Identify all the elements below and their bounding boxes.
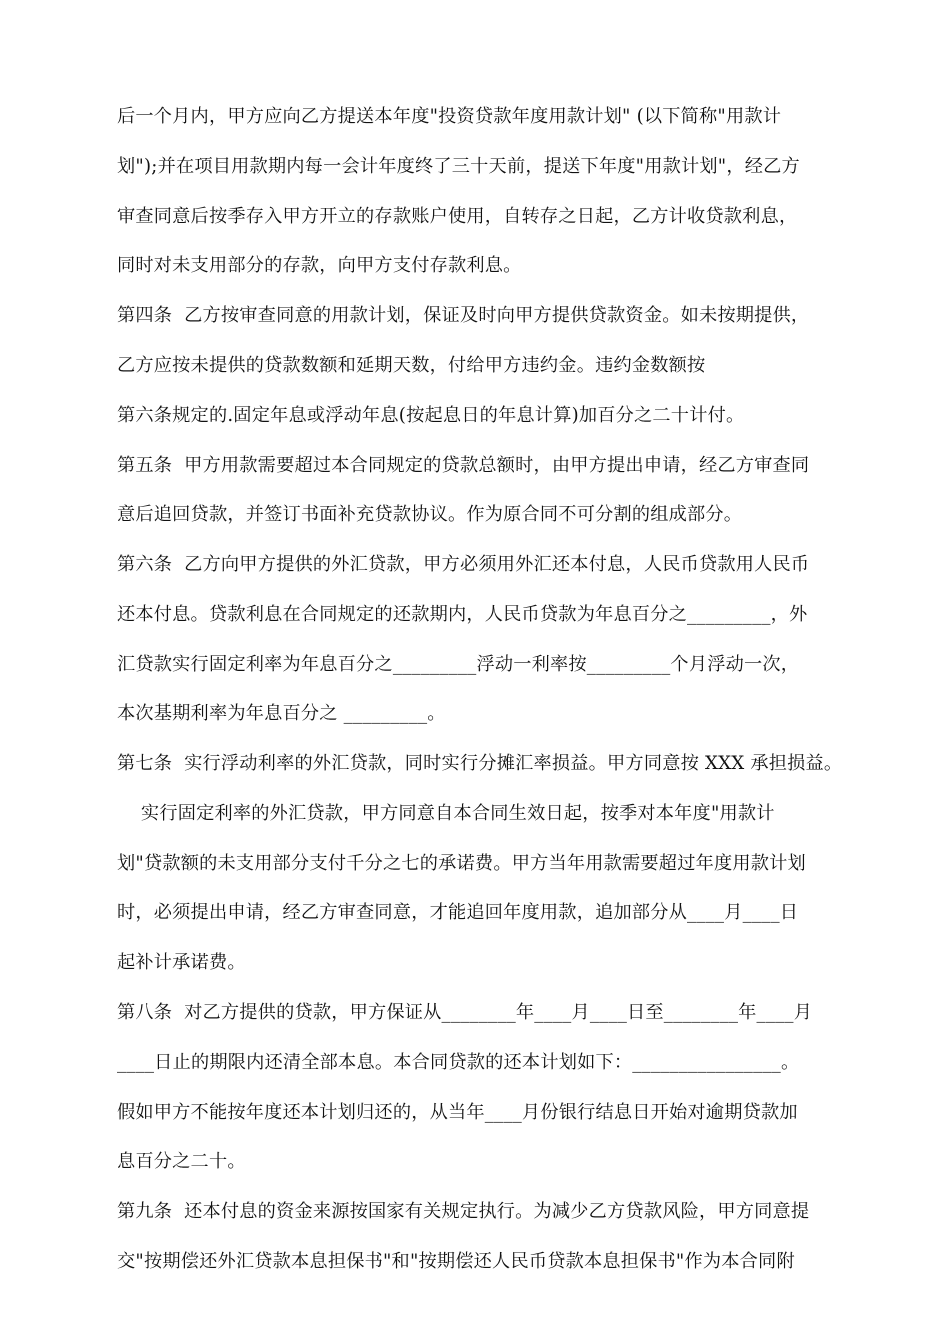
text-line: 划"贷款额的未支用部分支付千分之七的承诺费。甲方当年用款需要超过年度用款计划 <box>117 853 806 874</box>
text-line: 审查同意后按季存入甲方开立的存款账户使用，自转存之日起，乙方计收贷款利息， <box>117 206 798 227</box>
text-line: 还本付息。贷款利息在合同规定的还款期内，人民币贷款为年息百分之_________，外 <box>117 604 808 625</box>
text-line: 划");并在项目用款期内每一会计年度终了三十天前，提送下年度"用款计划"，经乙方 <box>117 156 800 177</box>
text-line: 第六条规定的.固定年息或浮动年息(按起息日的年息计算)加百分之二十计付。 <box>117 405 745 426</box>
text-line: 息百分之二十。 <box>117 1151 246 1172</box>
text-line: ____日止的期限内还清全部本息。本合同贷款的还本计划如下：________________。 <box>117 1052 800 1073</box>
text-line: 起补计承诺费。 <box>117 952 246 973</box>
text-line: 实行固定利率的外汇贷款，甲方同意自本合同生效日起，按季对本年度"用款计 <box>117 803 775 824</box>
text-line: 后一个月内，甲方应向乙方提送本年度"投资贷款年度用款计划" (以下简称"用款计 <box>117 106 782 127</box>
text-line: 第九条 还本付息的资金来源按国家有关规定执行。为减少乙方贷款风险，甲方同意提 <box>117 1201 810 1222</box>
text-line: 乙方应按未提供的贷款数额和延期天数，付给甲方违约金。违约金数额按 <box>117 355 706 376</box>
text-line: 第六条 乙方向甲方提供的外汇贷款，甲方必须用外汇还本付息，人民币贷款用人民币 <box>117 554 810 575</box>
text-line: 汇贷款实行固定利率为年息百分之_________浮动一利率按_________个月浮动一次， <box>117 654 800 675</box>
text-line: 第八条 对乙方提供的贷款，甲方保证从________年____月____日至________年____月 <box>117 1002 813 1023</box>
text-line: 同时对未支用部分的存款，向甲方支付存款利息。 <box>117 255 522 276</box>
text-line: 时，必须提出申请，经乙方审查同意，才能追回年度用款，追加部分从____月____日 <box>117 902 799 923</box>
text-line: 第四条 乙方按审查同意的用款计划，保证及时向甲方提供贷款资金。如未按期提供， <box>117 305 810 326</box>
text-line: 交"按期偿还外汇贷款本息担保书"和"按期偿还人民币贷款本息担保书"作为本合同附 <box>117 1251 795 1272</box>
text-line: 本次基期利率为年息百分之 _________。 <box>117 703 446 724</box>
text-line: 意后追回贷款，并签订书面补充贷款协议。作为原合同不可分割的组成部分。 <box>117 504 743 525</box>
text-line: 假如甲方不能按年度还本计划归还的，从当年____月份银行结息日开始对逾期贷款加 <box>117 1102 798 1123</box>
text-line: 第五条 甲方用款需要超过本合同规定的贷款总额时，由甲方提出申请，经乙方审查同 <box>117 455 810 476</box>
text-line: 第七条 实行浮动利率的外汇贷款，同时实行分摊汇率损益。甲方同意按 XXX 承担损益。 <box>117 753 843 774</box>
